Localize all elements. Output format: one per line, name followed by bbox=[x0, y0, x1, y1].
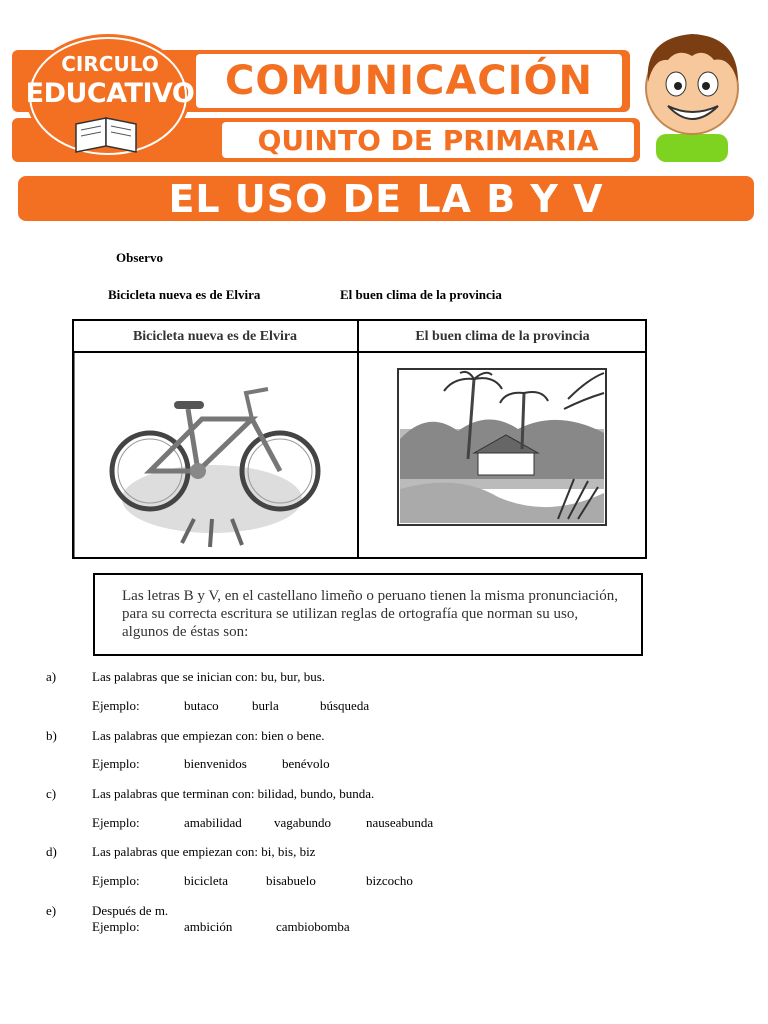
rule-d-example: bizcocho bbox=[366, 873, 413, 888]
rule-a-example-label: Ejemplo: bbox=[92, 698, 140, 713]
rule-b-example-label: Ejemplo: bbox=[92, 756, 140, 771]
rule-c-example: vagabundo bbox=[274, 815, 332, 830]
table-header-climate: El buen clima de la provincia bbox=[415, 329, 590, 344]
rule-b-example: benévolo bbox=[282, 756, 330, 771]
rule-e-text: Después de m. bbox=[92, 903, 169, 918]
rule-c-letter: c) bbox=[46, 786, 57, 801]
rule-d-example: bicicleta bbox=[184, 873, 229, 888]
topic-banner-title: EL USO DE LA B Y V bbox=[168, 177, 604, 221]
rule-c-example-label: Ejemplo: bbox=[92, 815, 140, 830]
caption-bicycle: Bicicleta nueva es de Elvira bbox=[108, 287, 261, 302]
rule-a-example: burla bbox=[252, 698, 279, 713]
rule-b-letter: b) bbox=[46, 728, 57, 743]
rule-e-example-label: Ejemplo: bbox=[92, 919, 140, 934]
rule-a-letter: a) bbox=[46, 669, 57, 684]
rule-a-example: butaco bbox=[184, 698, 219, 713]
cartoon-boy-illustration bbox=[634, 22, 750, 162]
rule-e-example: cambiobomba bbox=[276, 919, 350, 934]
logo-text-circulo: CIRCULO bbox=[61, 52, 159, 76]
rule-d-letter: d) bbox=[46, 844, 57, 859]
landscape-illustration bbox=[398, 369, 606, 525]
rule-c-example: amabilidad bbox=[184, 815, 242, 830]
rule-c-text: Las palabras que terminan con: bilidad, bundo, bunda. bbox=[92, 786, 375, 801]
rule-e-letter: e) bbox=[46, 903, 57, 918]
rule-d-example-label: Ejemplo: bbox=[92, 873, 140, 888]
table-header-bicycle: Bicicleta nueva es de Elvira bbox=[132, 329, 298, 344]
observo-heading: Observo bbox=[116, 250, 163, 265]
illustration-table bbox=[72, 319, 647, 559]
rule-b-example: bienvenidos bbox=[184, 756, 247, 771]
rule-b-text: Las palabras que empiezan con: bien o bene. bbox=[92, 728, 325, 743]
rule-d-example: bisabuelo bbox=[266, 873, 316, 888]
rule-e-example: ambición bbox=[184, 919, 233, 934]
rule-a-text: Las palabras que se inician con: bu, bur, bus. bbox=[92, 669, 326, 684]
rule-c-example: nauseabunda bbox=[366, 815, 434, 830]
rule-d-text: Las palabras que empiezan con: bi, bis, biz bbox=[92, 844, 316, 859]
intro-text: Las letras B y V, en el castellano limeño o peruano tienen la misma pronunciación, para su correcta escritura se utilizan reglas de ortografía que norman su uso, algunos de éstas son: bbox=[122, 588, 618, 640]
logo-text-educativo: EDUCATIVO bbox=[25, 78, 195, 109]
rule-a-example: búsqueda bbox=[320, 698, 370, 713]
header-title: COMUNICACIÓN bbox=[224, 58, 594, 104]
caption-climate: El buen clima de la provincia bbox=[340, 287, 502, 302]
header-subtitle: QUINTO DE PRIMARIA bbox=[257, 124, 599, 157]
